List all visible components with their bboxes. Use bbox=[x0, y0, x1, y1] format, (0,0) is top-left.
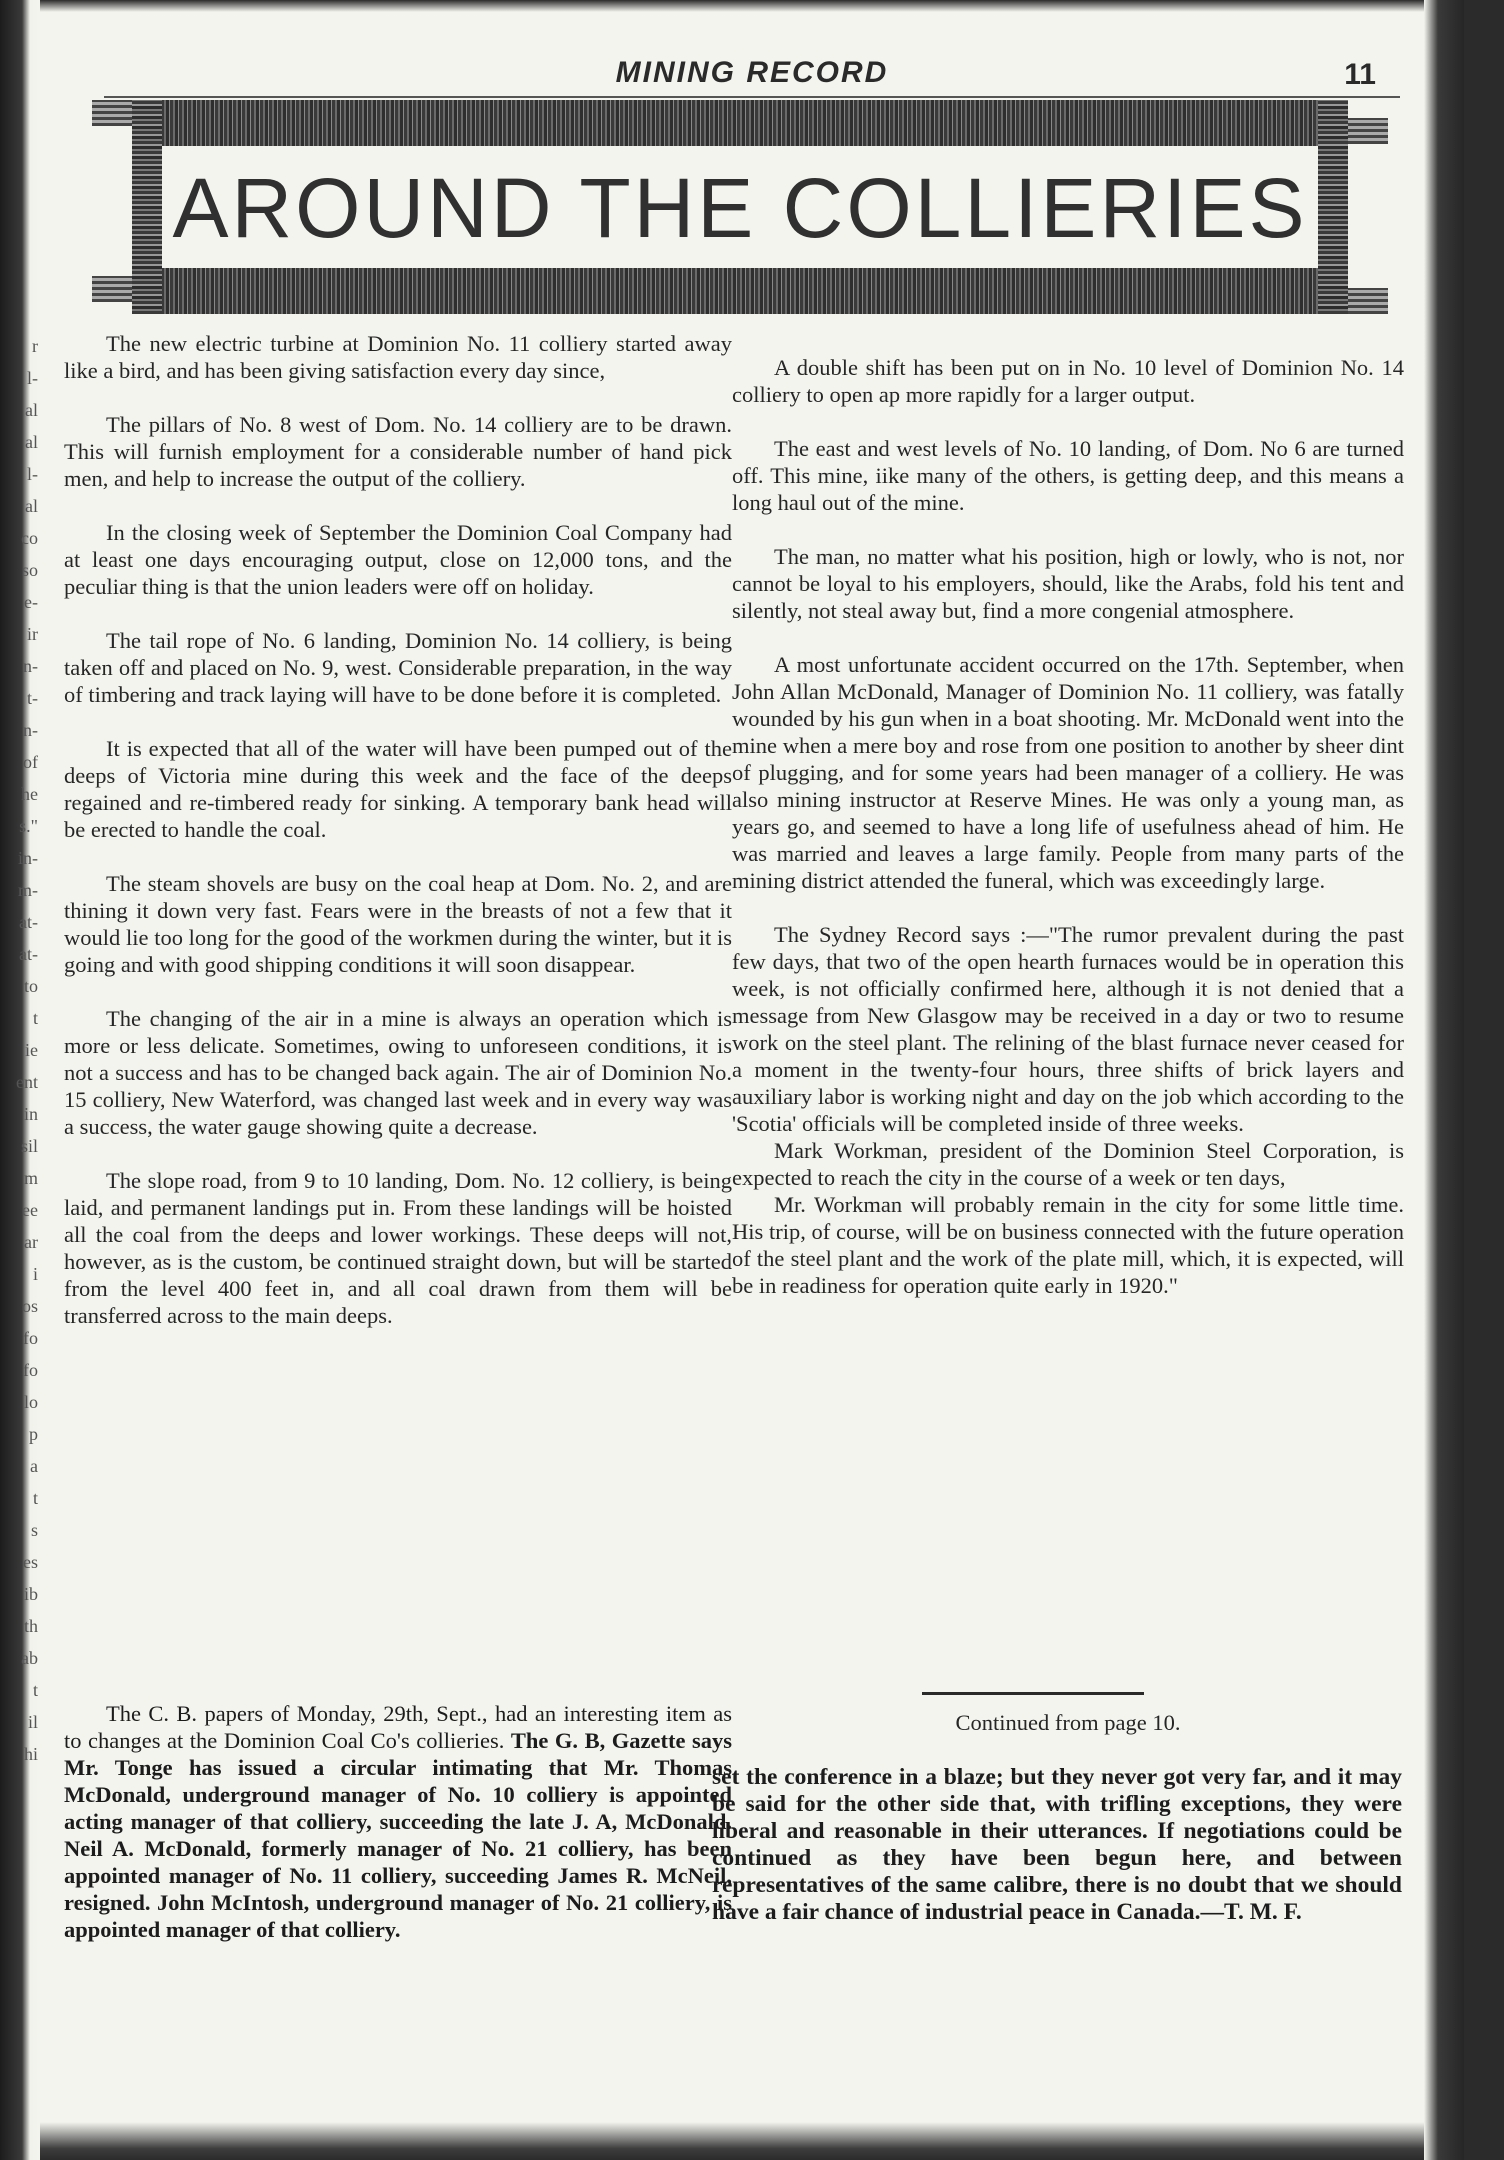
adjacent-page-fragment: n- bbox=[23, 720, 38, 740]
column-separator-rule bbox=[922, 1692, 1144, 1695]
adjacent-page-fragment: t- bbox=[27, 688, 38, 708]
banner-right-post bbox=[1318, 100, 1348, 314]
news-item: The changing of the air in a mine is always an operation which is more or less delicate. Sometimes, owing to unforeseen conditions, it is not a success and has to be changed back again. The air of Dominion No. 15 colliery, New Waterford, was changed last week and in every way was a success, the water gauge showing quite a decrease. bbox=[64, 1006, 732, 1139]
left-column bbox=[64, 330, 732, 1356]
adjacent-page-fragment: at- bbox=[19, 944, 38, 964]
adjacent-page-fragment: ib bbox=[23, 1584, 38, 1604]
news-item: The slope road, from 9 to 10 landing, Dom. No. 12 colliery, is being laid, and permanent landings put in. From these landings will be hoisted all the coal from the deeps and lower workings. These deeps will not, however, as is the custom, be continued straight down, but will be started from the level 400 feet in, and all coal drawn from them will be transferred across to the main deeps. bbox=[64, 1168, 732, 1328]
adjacent-page-fragment: he bbox=[21, 784, 38, 804]
adjacent-page-fragment: l- bbox=[27, 368, 38, 388]
adjacent-page-fragment: so bbox=[21, 560, 38, 580]
scan-top-shadow bbox=[40, 0, 1464, 12]
continuation-label: Continued from page 10. bbox=[955, 1710, 1181, 1735]
adjacent-page-fragment: in- bbox=[18, 848, 38, 868]
news-item: It is expected that all of the water will have been pumped out of the deeps of Victoria mine during this week and the face of the deeps regained and re-timbered ready for sinking. A temporary bank head will be erected to handle the coal. bbox=[64, 736, 732, 842]
news-item: The tail rope of No. 6 landing, Dominion No. 14 colliery, is being taken off and placed on No. 9, west. Considerable preparation, in the way of timbering and track laying will have to be done before it is completed. bbox=[64, 628, 732, 707]
adjacent-page-fragment: in bbox=[23, 1104, 38, 1124]
adjacent-page-fragment: ent bbox=[16, 1072, 38, 1092]
news-item: Mr. Workman will probably remain in the city for some little time. His trip, of course, will be on business connected with the future operation of the steel plant and the work of the plate mill, which, it is expected, will be in readiness for operation quite early in 1920." bbox=[732, 1192, 1404, 1298]
news-item: The pillars of No. 8 west of Dom. No. 14 colliery are to be drawn. This will furnish employment for a considerable number of hand pick men, and help to increase the output of the colliery. bbox=[64, 412, 732, 491]
news-item: The east and west levels of No. 10 landing, of Dom. No 6 are turned off. This mine, iike many of the others, is getting deep, and this means a long haul out of the mine. bbox=[732, 436, 1404, 515]
adjacent-page-fragment: hi bbox=[23, 1744, 38, 1764]
news-item: The Sydney Record says :—"The rumor prevalent during the past few days, that two of the open hearth furnaces would be in operation this week, is not officially confirmed here, although it is not denied that a message from New Glasgow may be received in a day or two to resume work on the steel plant. The relining of the blast furnace never ceased for a moment in the twenty-four hours, three shifts of brick layers and auxiliary labor is working night and day on the job which according to the 'Scotia' officials will be completed inside of three weeks. bbox=[732, 922, 1404, 1136]
adjacent-page-fragment: at- bbox=[19, 912, 38, 932]
right-column bbox=[732, 354, 1404, 1326]
adjacent-page-fragment: n- bbox=[23, 656, 38, 676]
adjacent-page-fragment: lo bbox=[23, 1392, 38, 1412]
adjacent-page-fragment: il bbox=[27, 1712, 38, 1732]
adjacent-page-fragment: ee bbox=[22, 1200, 38, 1220]
adjacent-page-fragment: to bbox=[23, 976, 38, 996]
continued-article-conclusion bbox=[712, 1764, 1402, 1926]
adjacent-page-fragment: e- bbox=[24, 592, 38, 612]
scan-right-edge bbox=[1424, 0, 1464, 2160]
banner-ornament bbox=[1348, 118, 1388, 144]
adjacent-page-fragment: os bbox=[21, 1296, 38, 1316]
page-number: 11 bbox=[1344, 58, 1376, 91]
adjacent-page-fragment: t bbox=[32, 1008, 38, 1028]
adjacent-page-fragment: al bbox=[25, 432, 38, 452]
adjacent-page-fragment: s." bbox=[19, 816, 38, 836]
news-item: In the closing week of September the Dominion Coal Company had at least one days encouraging output, close on 12,000 tons, and the peculiar thing is that the union leaders were off on holiday. bbox=[64, 520, 732, 599]
adjacent-page-fragment: i bbox=[32, 1264, 38, 1284]
adjacent-page-fragment: ar bbox=[24, 1232, 38, 1252]
gazette-announcement: The G. B, Gazette says Mr. Tonge has issued a circular intimating that Mr. Thomas McDonald, underground manager of No. 10 colliery is appointed acting manager of that colliery, succeeding the late J. A, McDonald. Neil A. McDonald, formerly manager of No. 21 colliery, has been appointed manager of No. 11 colliery, succeeding James R. McNeil, resigned. John McIntosh, underground manager of No. 21 colliery, is appointed manager of that colliery. bbox=[64, 1728, 732, 1942]
banner-bottom-rule bbox=[152, 268, 1328, 314]
banner-left-post bbox=[132, 100, 162, 314]
adjacent-page-fragment: of bbox=[23, 752, 38, 772]
adjacent-page-edge bbox=[0, 0, 40, 2160]
banner-ornament bbox=[92, 100, 132, 126]
news-item: The steam shovels are busy on the coal heap at Dom. No. 2, and are thining it down very fast. Fears were in the breasts of not a few that it would lie too long for the good of the workmen during the winter, but it is going and with good shipping conditions it will soon disappear. bbox=[64, 871, 732, 977]
adjacent-page-fragment: s bbox=[30, 1520, 38, 1540]
adjacent-page-fragment: p bbox=[29, 1424, 38, 1444]
section-banner bbox=[92, 100, 1388, 314]
adjacent-page-fragment: ir bbox=[27, 624, 38, 644]
adjacent-page-text-fragments bbox=[0, 330, 40, 2030]
adjacent-page-fragment: l- bbox=[27, 464, 38, 484]
adjacent-page-fragment: co bbox=[21, 528, 38, 548]
news-item: A double shift has been put on in No. 10 level of Dominion No. 14 colliery to open ap more rapidly for a larger output. bbox=[732, 355, 1404, 407]
adjacent-page-fragment: m bbox=[23, 1168, 38, 1188]
gazette-paragraph bbox=[64, 1700, 732, 1943]
publication-title: MINING RECORD bbox=[615, 56, 889, 89]
adjacent-page-fragment: ie bbox=[25, 1040, 38, 1060]
adjacent-page-fragment: al bbox=[25, 496, 38, 516]
adjacent-page-fragment: r bbox=[32, 336, 38, 356]
adjacent-page-fragment: th bbox=[23, 1616, 38, 1636]
adjacent-page-fragment: es bbox=[23, 1552, 38, 1572]
adjacent-page-fragment: sil bbox=[20, 1136, 38, 1156]
banner-ornament bbox=[92, 276, 132, 302]
adjacent-page-fragment: a bbox=[30, 1456, 38, 1476]
gazette-intro: The C. B. papers of Monday, 29th, Sept., had an interesting item as to changes at the Dominion Coal Co's collieries. bbox=[64, 1701, 732, 1753]
adjacent-page-fragment: fo bbox=[23, 1360, 38, 1380]
section-headline: AROUND THE COLLIERIES bbox=[172, 161, 1308, 255]
conclusion-paragraph: set the conference in a blaze; but they never got very far, and it may be said for the other side that, with trifling exceptions, they were liberal and reasonable in their utterances. If negotiations could be continued as they have been begun here, and between representatives of the same calibre, there is no doubt that we should have a fair chance of industrial peace in Canada.—T. M. F. bbox=[712, 1764, 1402, 1925]
adjacent-page-fragment: fo bbox=[23, 1328, 38, 1348]
news-item: A most unfortunate accident occurred on the 17th. September, when John Allan McDonald, Manager of Dominion No. 11 colliery, was fatally wounded by his gun when in a boat shooting. Mr. McDonald went into the mine when a mere boy and rose from one position to another by sheer dint of plugging, and for some years had been manager of a colliery. He was also mining instructor at Reserve Mines. He was only a young man, as years go, and seemed to have a long life of usefulness ahead of him. He was married and leaves a large family. People from many parts of the mining district attended the funeral, which was exceedingly large. bbox=[732, 652, 1404, 893]
adjacent-page-fragment: m- bbox=[18, 880, 38, 900]
scan-bottom-edge bbox=[40, 2122, 1464, 2160]
adjacent-page-fragment: t bbox=[32, 1488, 38, 1508]
adjacent-page-fragment: t bbox=[32, 1680, 38, 1700]
banner-top-rule bbox=[152, 100, 1328, 146]
adjacent-page-fragment: al bbox=[25, 400, 38, 420]
adjacent-page-fragment: ab bbox=[21, 1648, 38, 1668]
banner-inner bbox=[166, 146, 1314, 268]
news-item: The new electric turbine at Dominion No. 11 colliery started away like a bird, and has been giving satisfaction every day since, bbox=[64, 331, 732, 383]
news-item: The man, no matter what his position, high or lowly, who is not, nor cannot be loyal to his employers, should, like the Arabs, fold his tent and silently, not steal away but, find a more congenial atmosphere. bbox=[732, 544, 1404, 623]
news-item: Mark Workman, president of the Dominion Steel Corporation, is expected to reach the city in the course of a week or ten days, bbox=[732, 1138, 1404, 1190]
magazine-page bbox=[40, 0, 1464, 2160]
banner-ornament bbox=[1348, 288, 1388, 314]
gazette-item bbox=[64, 1700, 732, 1943]
running-head bbox=[104, 56, 1400, 98]
